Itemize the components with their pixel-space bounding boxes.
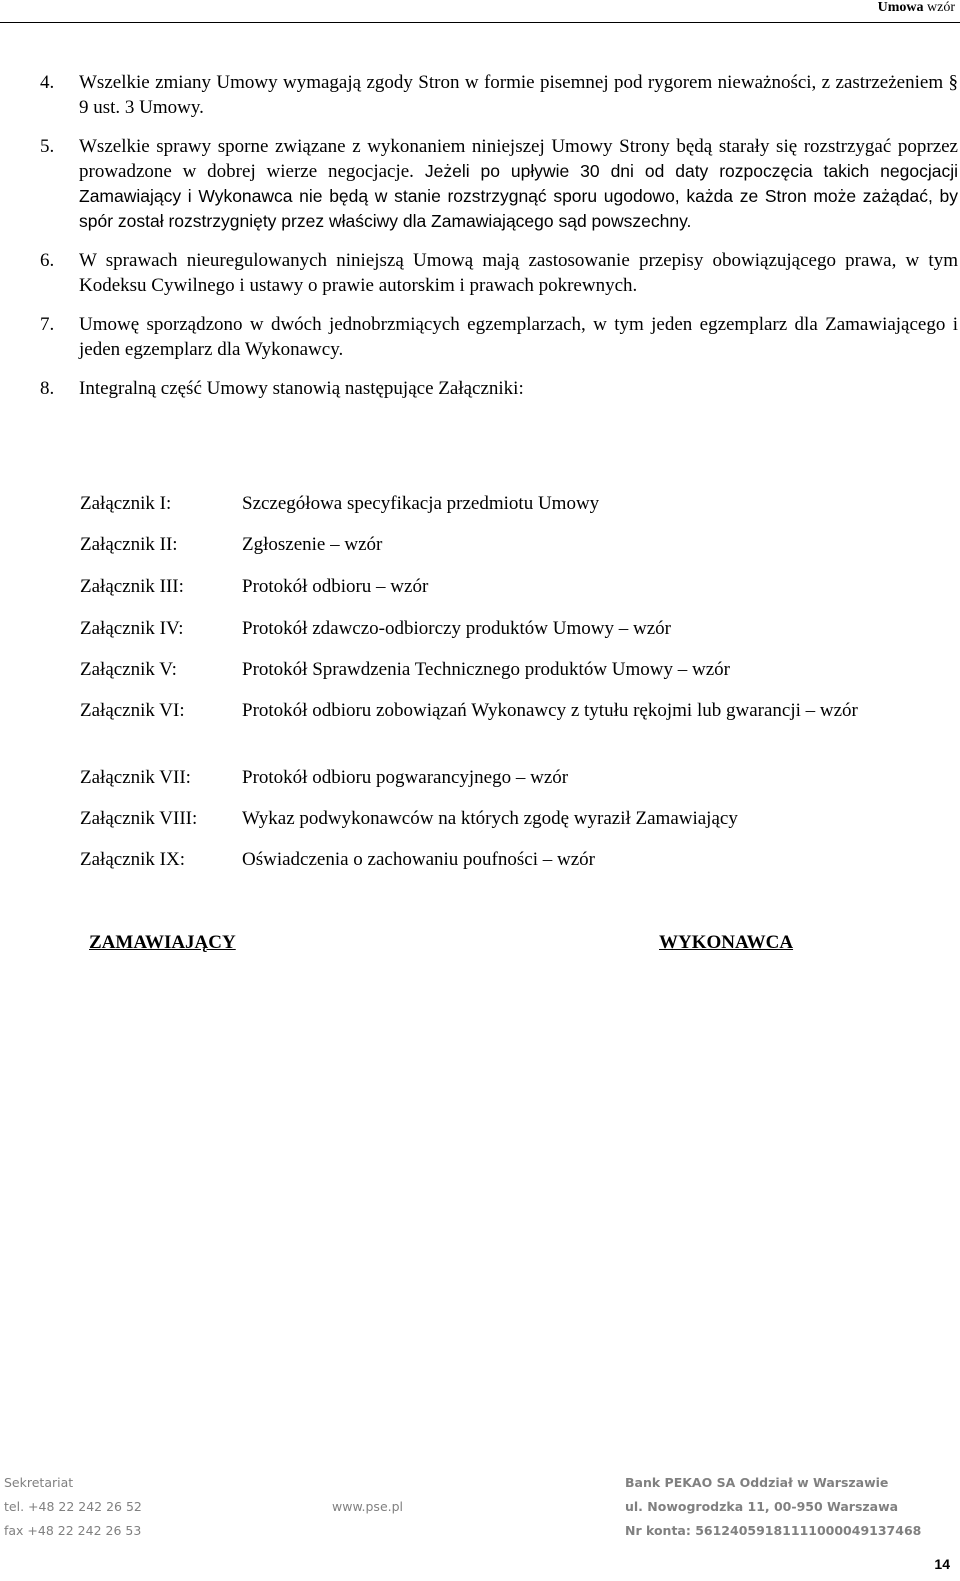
annex-desc: Protokół odbioru pogwarancyjnego – wzór bbox=[242, 767, 569, 788]
footer-bank-account: Nr konta: 56124059181111000049137468 bbox=[625, 1523, 922, 1538]
annex-desc: Protokół odbioru zobowiązań Wykonawcy z tytułu rękojmi lub gwarancji – wzór bbox=[242, 700, 858, 721]
footer-website-link[interactable]: www.pse.pl bbox=[332, 1499, 404, 1514]
signature-wykonawca: WYKONAWCA bbox=[659, 932, 794, 953]
footer-fax: fax +48 22 242 26 53 bbox=[4, 1523, 142, 1538]
clause-8 bbox=[40, 376, 958, 401]
signature-zamawiajacy: ZAMAWIAJĄCY bbox=[89, 932, 236, 953]
annex-label: Załącznik IX: bbox=[80, 849, 185, 870]
annex-label: Załącznik IV: bbox=[80, 618, 184, 639]
annex-label: Załącznik VII: bbox=[80, 767, 191, 788]
annex-label: Załącznik VIII: bbox=[80, 808, 198, 829]
clause-number: 8. bbox=[40, 378, 55, 399]
header-title bbox=[878, 0, 955, 16]
annex-desc: Protokół zdawczo-odbiorczy produktów Umowy – wzór bbox=[242, 618, 671, 639]
annex-label: Załącznik III: bbox=[80, 576, 184, 597]
clause-7 bbox=[40, 312, 958, 362]
clause-text: W sprawach nieuregulowanych niniejszą Umową mają zastosowanie przepisy obowiązującego prawa, w tym Kodeksu Cywilnego i ustawy o prawie autorskim i prawach pokrewnych. bbox=[79, 250, 958, 296]
annex-desc: Protokół odbioru – wzór bbox=[242, 576, 429, 597]
page-header bbox=[0, 0, 960, 23]
clause-text bbox=[79, 134, 958, 234]
clause-number: 7. bbox=[40, 314, 55, 335]
header-title-bold: Umowa bbox=[877, 0, 924, 15]
clause-text-sans: Jeżeli po upływie 30 dni od daty rozpoczęcia takich negocjacji Zamawiający i Wykonawca nie będą w stanie rozstrzygnąć sporu ugodowo, każda ze Stron może zażądać, by spór został rozstrzygnięty przez właściwy dla Zamawiającego sąd powszechny. bbox=[79, 161, 958, 231]
annex-label: Załącznik II: bbox=[80, 534, 178, 555]
footer-bank-name: Bank PEKAO SA Oddział w Warszawie bbox=[625, 1475, 889, 1490]
annex-label: Załącznik I: bbox=[80, 493, 172, 514]
annex-label: Załącznik V: bbox=[80, 659, 177, 680]
annex-desc: Wykaz podwykonawców na których zgodę wyraził Zamawiający bbox=[242, 808, 738, 829]
clause-text: Integralną część Umowy stanowią następujące Załączniki: bbox=[79, 378, 524, 399]
footer-secretariat-label: Sekretariat bbox=[4, 1475, 74, 1490]
clause-4 bbox=[40, 70, 958, 120]
annex-desc: Protokół Sprawdzenia Technicznego produktów Umowy – wzór bbox=[242, 659, 730, 680]
clause-number: 6. bbox=[40, 250, 55, 271]
clause-text-serif: Wszelkie sprawy sporne związane z wykonaniem niniejszej Umowy Strony będą starały się rozstrzygać poprzez prowadzone w dobrej wierze negocjacje. bbox=[79, 136, 958, 182]
header-title-normal: wzór bbox=[927, 0, 955, 15]
clause-text: Wszelkie zmiany Umowy wymagają zgody Stron w formie pisemnej pod rygorem nieważności, z zastrzeżeniem § 9 ust. 3 Umowy. bbox=[79, 72, 958, 118]
document-body bbox=[40, 70, 958, 401]
annex-desc: Szczegółowa specyfikacja przedmiotu Umowy bbox=[242, 493, 600, 514]
annex-desc: Zgłoszenie – wzór bbox=[242, 534, 383, 555]
annex-label: Załącznik VI: bbox=[80, 700, 185, 721]
clause-number: 4. bbox=[40, 72, 55, 93]
footer-phone: tel. +48 22 242 26 52 bbox=[4, 1499, 142, 1514]
clause-number: 5. bbox=[40, 136, 55, 157]
clause-text: Umowę sporządzono w dwóch jednobrzmiących egzemplarzach, w tym jeden egzemplarz dla Zamawiającego i jeden egzemplarz dla Wykonawcy. bbox=[79, 314, 958, 360]
page-number: 14 bbox=[934, 1556, 950, 1572]
clause-5 bbox=[40, 134, 958, 234]
annex-desc: Oświadczenia o zachowaniu poufności – wzór bbox=[242, 849, 595, 870]
clause-6 bbox=[40, 248, 958, 298]
footer-bank-address: ul. Nowogrodzka 11, 00-950 Warszawa bbox=[625, 1499, 899, 1514]
